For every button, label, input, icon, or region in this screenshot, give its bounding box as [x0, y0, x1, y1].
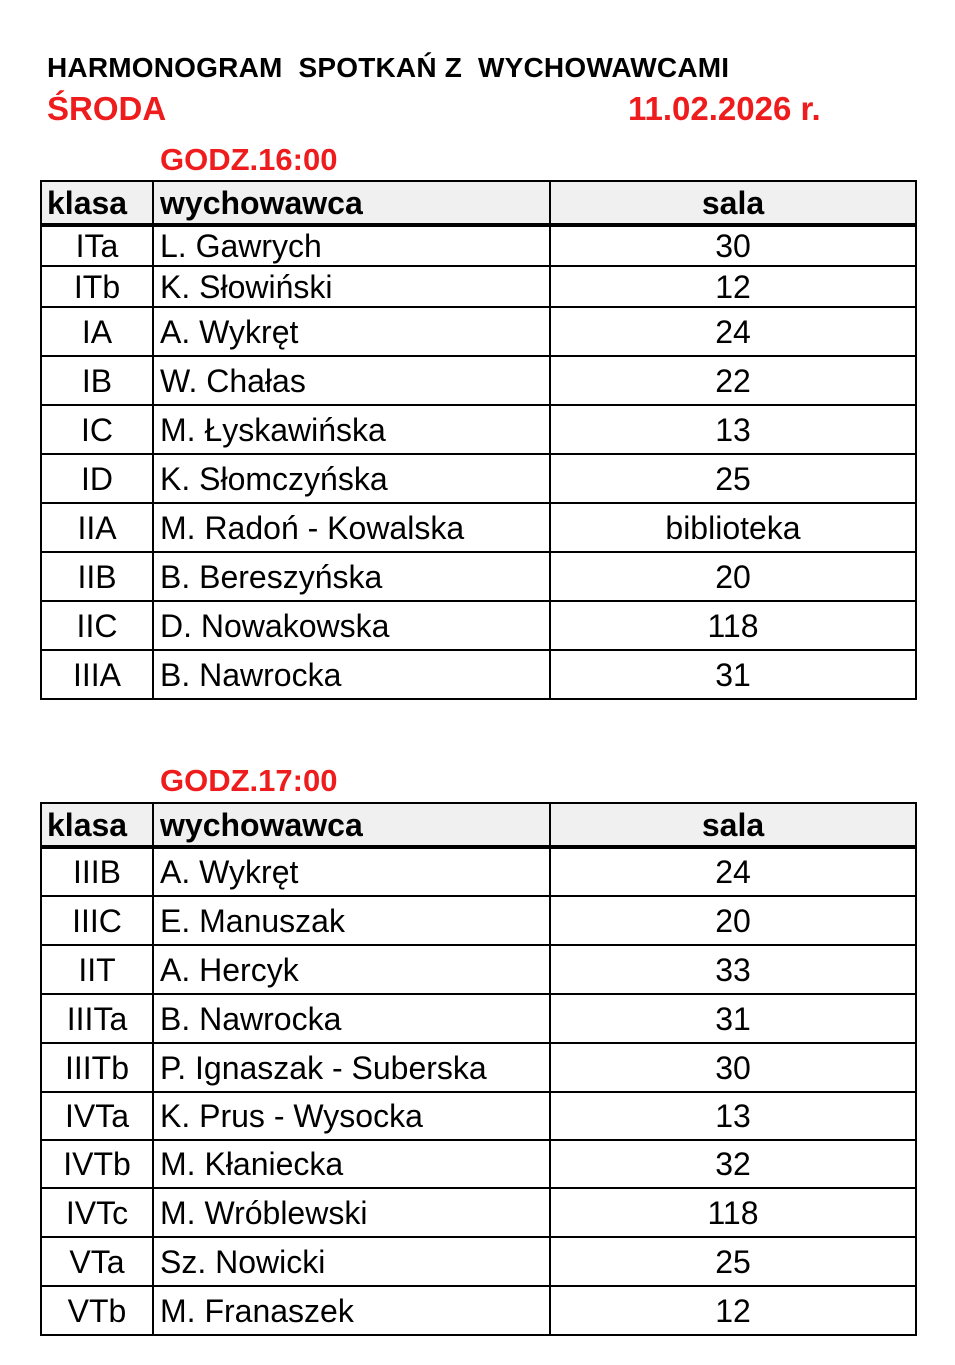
- table-row: [41, 552, 916, 601]
- sala-cell: 118: [550, 601, 916, 650]
- column-header-klasa: klasa: [41, 803, 153, 847]
- klasa-cell: ITb: [41, 266, 153, 307]
- session-hour-1700: GODZ.17:00: [160, 763, 338, 798]
- table-row: [41, 1237, 916, 1286]
- wychowawca-cell: K. Słowiński: [153, 266, 550, 307]
- session-hour-1600: GODZ.16:00: [160, 142, 338, 177]
- sala-cell: 31: [550, 650, 916, 699]
- klasa-cell: IA: [41, 307, 153, 356]
- klasa-cell: IIIA: [41, 650, 153, 699]
- klasa-cell: ITa: [41, 225, 153, 266]
- sala-cell: 30: [550, 225, 916, 266]
- sala-cell: 31: [550, 994, 916, 1043]
- document-title: HARMONOGRAM SPOTKAŃ Z WYCHOWAWCAMI: [47, 52, 730, 83]
- table-row: [41, 266, 916, 307]
- table-row: [41, 1286, 916, 1335]
- klasa-cell: IIIC: [41, 896, 153, 945]
- wychowawca-cell: M. Łyskawińska: [153, 405, 550, 454]
- wychowawca-cell: K. Słomczyńska: [153, 454, 550, 503]
- wychowawca-cell: M. Wróblewski: [153, 1188, 550, 1237]
- date-label: 11.02.2026 r.: [628, 90, 821, 127]
- wychowawca-cell: K. Prus - Wysocka: [153, 1092, 550, 1140]
- column-header-wychowawca: wychowawca: [153, 803, 550, 847]
- wychowawca-cell: A. Wykręt: [153, 847, 550, 896]
- wychowawca-cell: L. Gawrych: [153, 225, 550, 266]
- sala-cell: 22: [550, 356, 916, 405]
- table-row: [41, 454, 916, 503]
- table-row: [41, 1140, 916, 1188]
- wychowawca-cell: E. Manuszak: [153, 896, 550, 945]
- sala-cell: 30: [550, 1043, 916, 1092]
- schedule-table-1700: [40, 802, 917, 1336]
- table-row: [41, 945, 916, 994]
- table-row: [41, 1092, 916, 1140]
- klasa-cell: IIA: [41, 503, 153, 552]
- wychowawca-cell: B. Bereszyńska: [153, 552, 550, 601]
- sala-cell: 24: [550, 847, 916, 896]
- klasa-cell: VTa: [41, 1237, 153, 1286]
- wychowawca-cell: P. Ignaszak - Suberska: [153, 1043, 550, 1092]
- wychowawca-cell: D. Nowakowska: [153, 601, 550, 650]
- table-row: [41, 503, 916, 552]
- table-row: [41, 405, 916, 454]
- table-header-row: [41, 803, 916, 847]
- sala-cell: 24: [550, 307, 916, 356]
- sala-cell: 13: [550, 1092, 916, 1140]
- table-row: [41, 601, 916, 650]
- sala-cell: 20: [550, 552, 916, 601]
- sala-cell: 12: [550, 266, 916, 307]
- wychowawca-cell: W. Chałas: [153, 356, 550, 405]
- wychowawca-cell: A. Wykręt: [153, 307, 550, 356]
- table-row: [41, 847, 916, 896]
- klasa-cell: IIITb: [41, 1043, 153, 1092]
- column-header-wychowawca: wychowawca: [153, 181, 550, 225]
- sala-cell: 25: [550, 1237, 916, 1286]
- klasa-cell: IIB: [41, 552, 153, 601]
- wychowawca-cell: M. Kłaniecka: [153, 1140, 550, 1188]
- wychowawca-cell: A. Hercyk: [153, 945, 550, 994]
- sala-cell: 32: [550, 1140, 916, 1188]
- table-row: [41, 650, 916, 699]
- klasa-cell: IVTa: [41, 1092, 153, 1140]
- day-label: ŚRODA: [47, 90, 167, 127]
- wychowawca-cell: B. Nawrocka: [153, 650, 550, 699]
- klasa-cell: IC: [41, 405, 153, 454]
- klasa-cell: IIIB: [41, 847, 153, 896]
- table-header-row: [41, 181, 916, 225]
- sala-cell: 13: [550, 405, 916, 454]
- column-header-sala: sala: [550, 803, 916, 847]
- table-row: [41, 307, 916, 356]
- schedule-table-1600: [40, 180, 917, 700]
- table-body: [41, 847, 916, 1335]
- wychowawca-cell: B. Nawrocka: [153, 994, 550, 1043]
- sala-cell: 118: [550, 1188, 916, 1237]
- klasa-cell: IB: [41, 356, 153, 405]
- table-row: [41, 1188, 916, 1237]
- column-header-sala: sala: [550, 181, 916, 225]
- table-row: [41, 994, 916, 1043]
- table-row: [41, 1043, 916, 1092]
- klasa-cell: IVTc: [41, 1188, 153, 1237]
- table-row: [41, 225, 916, 266]
- klasa-cell: IIC: [41, 601, 153, 650]
- wychowawca-cell: Sz. Nowicki: [153, 1237, 550, 1286]
- wychowawca-cell: M. Radoń - Kowalska: [153, 503, 550, 552]
- column-header-klasa: klasa: [41, 181, 153, 225]
- klasa-cell: IVTb: [41, 1140, 153, 1188]
- sala-cell: 33: [550, 945, 916, 994]
- klasa-cell: ID: [41, 454, 153, 503]
- klasa-cell: IIITa: [41, 994, 153, 1043]
- table-row: [41, 896, 916, 945]
- sala-cell: biblioteka: [550, 503, 916, 552]
- table-row: [41, 356, 916, 405]
- sala-cell: 25: [550, 454, 916, 503]
- wychowawca-cell: M. Franaszek: [153, 1286, 550, 1335]
- klasa-cell: IIT: [41, 945, 153, 994]
- sala-cell: 20: [550, 896, 916, 945]
- table-body: [41, 225, 916, 699]
- klasa-cell: VTb: [41, 1286, 153, 1335]
- sala-cell: 12: [550, 1286, 916, 1335]
